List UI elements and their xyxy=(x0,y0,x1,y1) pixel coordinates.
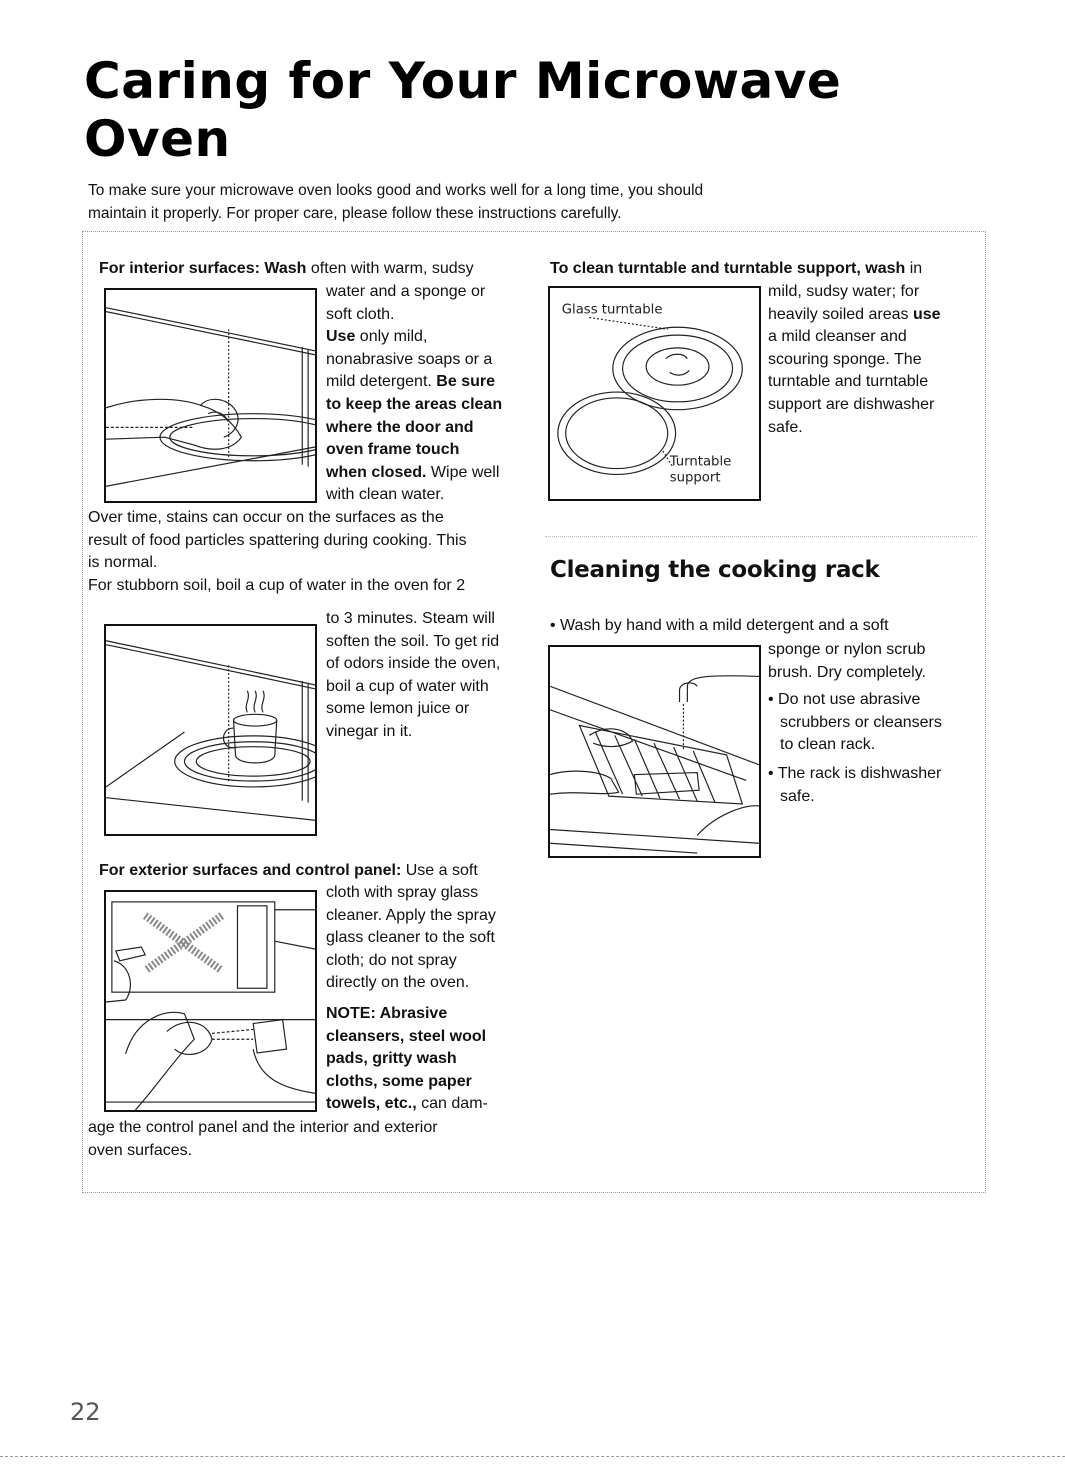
turntable-drawing xyxy=(550,288,759,499)
boiling-cup-drawing xyxy=(106,626,315,834)
exterior-wrap-line: directly on the oven. xyxy=(326,974,470,992)
rack-bullet-1-line: sponge or nylon scrub xyxy=(768,641,926,658)
note-line: pads, gritty wash xyxy=(326,1050,457,1068)
exterior-text-1: Use a soft xyxy=(401,862,478,879)
rack-bullet-2 xyxy=(768,689,978,757)
interior-when-closed: when closed. xyxy=(326,463,427,481)
bottom-rule xyxy=(0,1456,1065,1457)
interior-bold-line: to keep the areas clean xyxy=(326,395,503,413)
section-divider xyxy=(545,536,977,537)
exterior-tail-line: oven surfaces. xyxy=(88,1141,193,1159)
page-number: 22 xyxy=(70,1398,101,1426)
interior-use-rest: only mild, xyxy=(355,328,428,346)
turntable-wrap-line: safe. xyxy=(768,418,803,436)
turntable-wrap-line: mild, sudsy water; for xyxy=(768,283,920,300)
exterior-cleaning-illustration xyxy=(104,890,317,1112)
label-glass-turntable: Glass turntable xyxy=(561,302,663,318)
turntable-heading-rest: in xyxy=(905,260,923,277)
interior-cleaning-drawing xyxy=(106,290,315,501)
rack-section-heading: Cleaning the cooking rack xyxy=(550,557,880,583)
rack-bullet-2-line: to clean rack. xyxy=(780,736,876,754)
interior-wrap-line: water and a sponge or xyxy=(326,283,486,300)
steam-line: boil a cup of water with xyxy=(326,677,489,695)
rack-bullet-3-line: • The rack is dishwasher xyxy=(768,765,942,782)
intro-line-1: To make sure your microwave oven looks good and works well for a long time, you should xyxy=(88,182,704,199)
interior-heading-line xyxy=(99,258,474,281)
stains-line: is normal. xyxy=(88,554,158,572)
rack-bullet-1-first xyxy=(550,615,980,638)
page-title xyxy=(84,52,984,168)
steam-line: soften the soil. To get rid xyxy=(326,632,500,650)
exterior-wrap-text xyxy=(326,882,531,995)
steam-paragraph xyxy=(326,608,526,744)
exterior-heading-line xyxy=(99,860,478,883)
steam-line: vinegar in it. xyxy=(326,722,413,740)
rack-bullet-2-line: scrubbers or cleansers xyxy=(780,713,942,731)
exterior-tail xyxy=(88,1117,528,1162)
rack-bullet-1-wrap xyxy=(768,639,978,684)
interior-wrap-line: nonabrasive soaps or a xyxy=(326,350,493,368)
exterior-tail-line: age the control panel and the interior and exterior xyxy=(88,1119,438,1136)
rack-bullet-3 xyxy=(768,763,978,808)
interior-wrap-text xyxy=(326,281,526,507)
exterior-wrap-line: cloth; do not spray xyxy=(326,951,457,969)
turntable-illustration xyxy=(548,286,761,501)
rack-bullet-1-line: • Wash by hand with a mild detergent and a soft xyxy=(550,617,889,634)
steam-line: some lemon juice or xyxy=(326,700,470,718)
rack-bullet-3-line: safe. xyxy=(780,787,815,805)
interior-wrap-line: mild detergent. xyxy=(326,373,432,391)
exterior-wrap-line: cleaner. Apply the spray xyxy=(326,906,496,924)
note-towels-rest: can dam- xyxy=(416,1095,488,1113)
interior-be-sure: Be sure xyxy=(431,373,495,391)
interior-clean-water: with clean water. xyxy=(326,486,445,504)
label-turntable-support-2: support xyxy=(669,470,721,486)
turntable-wrap-line: a mild cleanser and xyxy=(768,328,907,346)
interior-bold-line: oven frame touch xyxy=(326,441,460,459)
rack-washing-illustration xyxy=(548,645,761,858)
interior-heading: For interior surfaces: Wash xyxy=(99,260,307,277)
label-turntable-support-1: Turntable xyxy=(669,454,732,470)
interior-bold-line: where the door and xyxy=(326,418,474,436)
note-towels-bold: towels, etc., xyxy=(326,1095,417,1113)
note-line: NOTE: Abrasive xyxy=(326,1005,448,1022)
exterior-wrap-line: cloth with spray glass xyxy=(326,884,479,901)
exterior-heading: For exterior surfaces and control panel: xyxy=(99,862,402,879)
intro-line-2: maintain it properly. For proper care, please follow these instructions carefully. xyxy=(88,205,622,222)
turntable-heavily: heavily soiled areas xyxy=(768,305,913,323)
exterior-cleaning-drawing xyxy=(106,892,315,1110)
steam-line: to 3 minutes. Steam will xyxy=(326,610,495,627)
page-title-line2: Oven xyxy=(84,110,231,168)
exterior-note xyxy=(326,1003,531,1116)
interior-use-bold: Use xyxy=(326,328,356,346)
interior-wrap-line: soft cloth. xyxy=(326,305,395,323)
interior-cleaning-illustration xyxy=(104,288,317,503)
interior-wipe: Wipe well xyxy=(426,463,500,481)
turntable-wrap-text xyxy=(768,281,978,439)
rack-bullet-1-line: brush. Dry completely. xyxy=(768,663,926,681)
turntable-wrap-line: support are dishwasher xyxy=(768,395,935,413)
note-line: cleansers, steel wool xyxy=(326,1027,487,1045)
rack-washing-drawing xyxy=(550,647,759,856)
boiling-cup-illustration xyxy=(104,624,317,836)
stubborn-line: For stubborn soil, boil a cup of water in the oven for 2 xyxy=(88,576,466,594)
turntable-wrap-line: turntable and turntable xyxy=(768,373,929,391)
exterior-wrap-line: glass cleaner to the soft xyxy=(326,929,495,947)
rack-bullet-2-line: • Do not use abrasive xyxy=(768,691,921,708)
turntable-use-bold: use xyxy=(912,305,941,323)
stains-line: result of food particles spattering during cooking. This xyxy=(88,531,467,549)
page-title-line1: Caring for Your Microwave xyxy=(84,52,842,110)
turntable-heading: To clean turntable and turntable support, wash xyxy=(550,260,906,277)
interior-text-1: often with warm, sudsy xyxy=(306,260,474,277)
intro-paragraph xyxy=(88,179,848,225)
interior-stains-paragraph xyxy=(88,507,528,597)
steam-line: of odors inside the oven, xyxy=(326,655,501,673)
turntable-wrap-line: scouring sponge. The xyxy=(768,350,922,368)
stains-line: Over time, stains can occur on the surfaces as the xyxy=(88,509,444,526)
note-line: cloths, some paper xyxy=(326,1072,472,1090)
turntable-heading-line xyxy=(550,258,980,281)
